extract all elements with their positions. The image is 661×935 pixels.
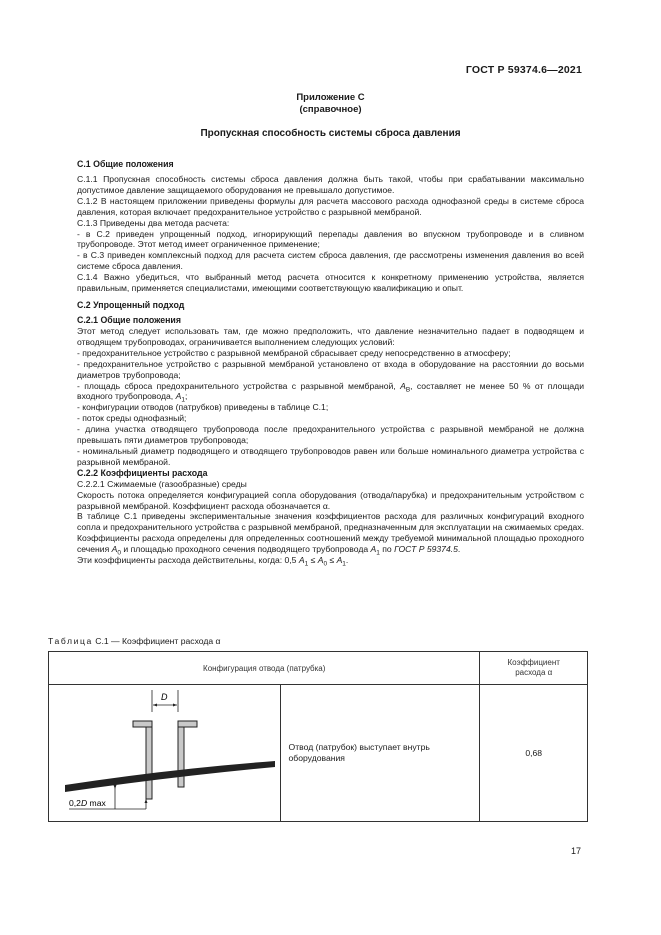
paragraph-c1-4: С.1.4 Важно убедиться, что выбранный метод расчета относится к конкретному применению устройства, является правильным, применяется специалистами, имеющими соответствующую квалификацию и опыт.: [77, 272, 584, 294]
list-item: - площадь сброса предохранительного устройства с разрывной мембраной, $A_B$, составляет не менее 50 % от площади входного трубопровода, $A_1$;: [77, 380, 584, 405]
vessel-wall: [65, 761, 275, 792]
flange-right: [178, 721, 197, 727]
annex-type: (справочное): [299, 104, 362, 115]
label-d: D: [161, 692, 168, 702]
nozzle-wall-right: [178, 727, 184, 787]
paragraph-validity: Эти коэффициенты расхода действительны, когда: 0,5 $A_1 \le A_0 \le A_1$.: [77, 555, 349, 568]
paragraph-c2-1-intro: Этот метод следует использовать там, где можно предположить, что давление незначительно падает в подводящем и отводящем трубопроводах, ограничивается выполнением следующих условий:: [77, 325, 584, 347]
coefficient-table: [48, 651, 588, 822]
subsection-heading-c2-1: С.2.1 Общие положения: [77, 314, 181, 325]
list-item: - конфигурации отводов (патрубков) приведены в таблице С.1;: [77, 402, 329, 413]
table-header-row: [49, 652, 588, 685]
body-text: [77, 159, 584, 566]
list-item: - в С.3 приведен комплексный подход для расчета систем сброса давления, где рассмотрены изменения давления во всей системе сброса давления.: [77, 250, 584, 272]
list-item: - поток среды однофазный;: [77, 413, 187, 424]
nozzle-projection-figure: [49, 685, 279, 819]
table-caption: Таблица С.1 — Коэффициент расхода α: [48, 636, 221, 646]
table-row: [49, 685, 588, 822]
column-header-configuration: Конфигурация отвода (патрубка): [49, 652, 480, 685]
list-item: - номинальный диаметр подводящего и отводящего трубопроводов равен или больше номинального диаметра устройства с разрывной мембраной.: [77, 445, 584, 467]
paragraph-c1-3: С.1.3 Приведены два метода расчета:: [77, 217, 230, 228]
paragraph-table-ref: В таблице С.1 приведены экспериментальные значения коэффициентов расхода для различных конфигураций входного сопла и предохранительного устройства с разрывной мембраной, предназначенным для эксплуатации на сжимаемых средах. Коэффициенты расхода определены для определенных соотношений между требуемой минимальной площадью проходного сечения $A_0$ и площадью проходного сечения подводящего трубопровода $A_1$ по ГОСТ Р 59374.5.: [77, 511, 584, 557]
label-projection: 0,2D max: [69, 798, 106, 808]
section-heading-c1: С.1 Общие положения: [77, 159, 174, 169]
list-item: - длина участка отводящего трубопровода после предохранительного устройства с разрывной мембраной не должна превышать пяти диаметров трубопровода;: [77, 424, 584, 446]
arrow-head: [145, 799, 148, 803]
annex-title: Пропускная способность системы сброса давления: [200, 128, 461, 139]
arrow-head: [173, 704, 177, 707]
arrow-head: [153, 704, 157, 707]
column-header-coefficient: Коэффициент расхода α: [480, 652, 588, 685]
arrow-head: [114, 785, 117, 789]
standard-id: ГОСТ Р 59374.6—2021: [465, 64, 582, 76]
paragraph-c1-1: С.1.1 Пропускная способность системы сброса давления должна быть такой, чтобы при срабатывании максимально допустимое давление защищаемого оборудования не превышало допустимое.: [77, 174, 584, 195]
list-item: - в С.2 приведен упрощенный подход, игнорирующий перепады давления во впускном трубопроводе и в сливном трубопроводе. Этот метод имеет ограниченное применение;: [77, 228, 584, 250]
configuration-description: Отвод (патрубок) выступает внутрь оборудования: [280, 685, 480, 822]
subsection-heading-c2-2: С.2.2 Коэффициенты расхода: [77, 467, 208, 478]
flange-left: [133, 721, 152, 727]
page-number: 17: [570, 846, 581, 856]
nozzle-wall-left: [146, 727, 152, 799]
annex-label: Приложение С: [296, 92, 365, 103]
list-item: - предохранительное устройство с разрывной мембраной сбрасывает среду непосредственно в атмосферу;: [77, 347, 511, 358]
coefficient-value: 0,68: [480, 685, 588, 822]
section-heading-c2: С.2 Упрощенный подход: [77, 299, 185, 310]
list-item: - предохранительное устройство с разрывной мембраной установлено от входа в оборудование на расстоянии до восьми диаметров трубопровода;: [77, 358, 584, 380]
configuration-figure-cell: [49, 685, 281, 822]
subsection-heading-c2-2-1: С.2.2.1 Сжимаемые (газообразные) среды: [77, 478, 247, 489]
paragraph-c1-2: С.1.2 В настоящем приложении приведены формулы для расчета массового расхода однофазной среды в системе сброса давления, которая включает предохранительное устройство с разрывной мембраной.: [77, 195, 584, 217]
paragraph-flow-rate: Скорость потока определяется конфигурацией сопла оборудования (отвода/парубка) и предохранительным устройством с разрывной мембраной. Коэффициент расхода обозначается α.: [77, 489, 584, 511]
